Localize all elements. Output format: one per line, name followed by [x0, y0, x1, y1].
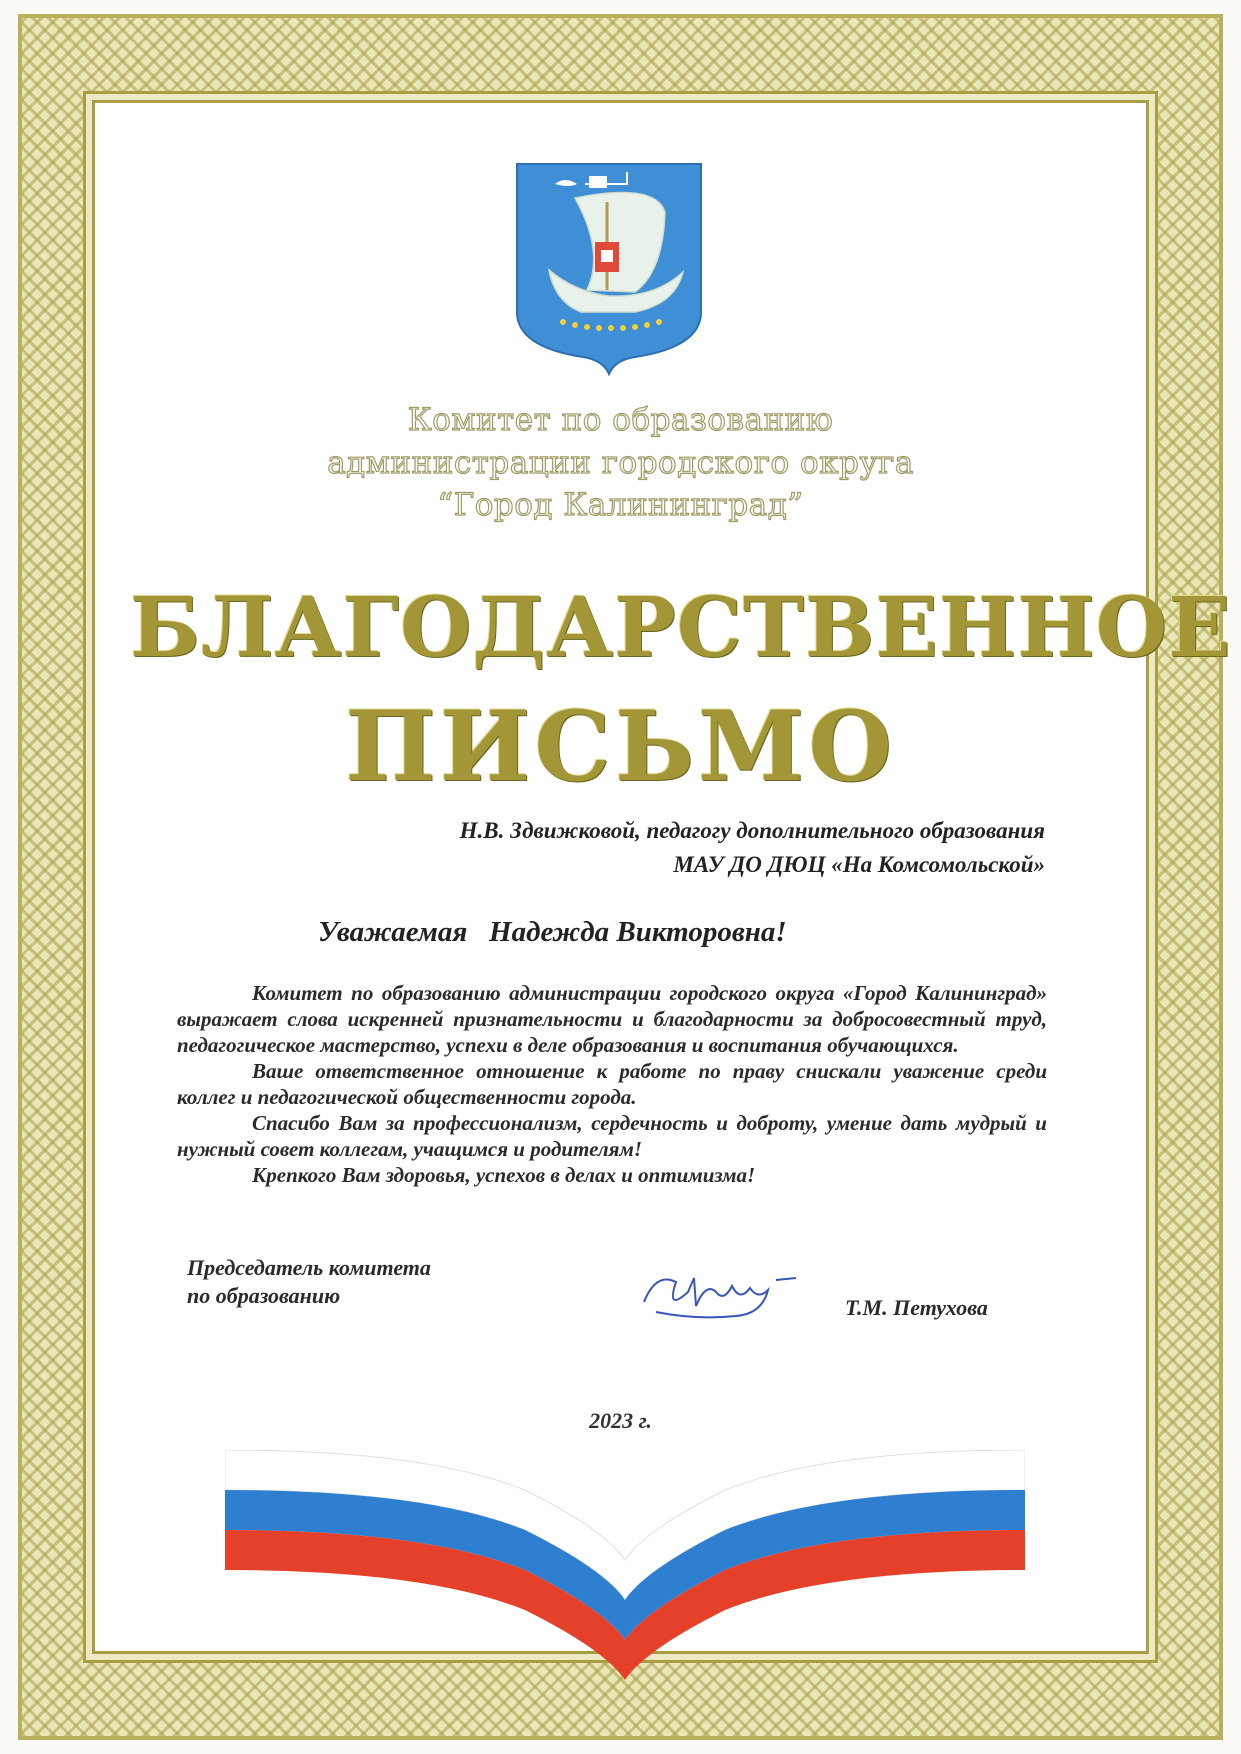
recipient-line-1: Н.В. Здвижковой, педагогу дополнительного образования: [459, 818, 1045, 843]
letter-body: [177, 980, 1047, 1188]
signatory-title-line-2: по образованию: [187, 1283, 341, 1308]
committee-name-line-1: Комитет по образованию: [407, 402, 834, 438]
committee-name-line-2: администрации городского округа: [327, 445, 914, 481]
document-title-line-1: БЛАГОДАРСТВЕННОЕ: [130, 580, 1232, 676]
signatory-title: [187, 1254, 431, 1310]
russian-flag-ribbon-icon: [225, 1450, 1025, 1680]
body-paragraph-2: Ваше ответственное отношение к работе по праву снискали уважение среди коллег и педагогической общественности города.: [177, 1059, 1047, 1109]
body-paragraph-1: Комитет по образованию администрации городского округа «Город Калининград» выражает слова искренней признательности и благодарности за добросовестный труд, педагогическое мастерство, успехи в деле образования и воспитания обучающихся.: [177, 981, 1047, 1057]
committee-name-line-3: “Город Калининград”: [437, 487, 804, 523]
signatory-name: Т.М. Петухова: [845, 1295, 988, 1320]
body-paragraph-4: Крепкого Вам здоровья, успехов в делах и оптимизма!: [252, 1163, 756, 1187]
body-paragraph-3: Спасибо Вам за профессионализм, сердечность и доброту, умение дать мудрый и нужный совет коллегам, учащимся и родителям!: [177, 1111, 1047, 1161]
signatory-title-line-1: Председатель комитета: [187, 1255, 431, 1280]
handwritten-signature-icon: [636, 1262, 806, 1332]
year: 2023 г.: [589, 1408, 652, 1433]
document-title-line-2: ПИСЬМО: [345, 690, 896, 803]
greeting: Уважаемая Надежда Викторовна!: [318, 916, 787, 948]
coat-of-arms-icon: [515, 162, 703, 376]
recipient-line-2: МАУ ДО ДЮЦ «На Комсомольской»: [673, 852, 1045, 877]
